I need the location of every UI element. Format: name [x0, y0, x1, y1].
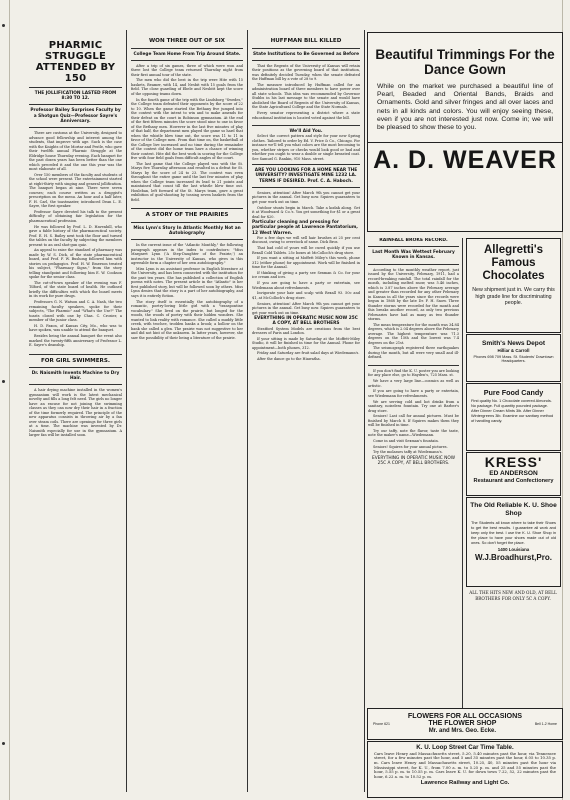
- paragraph: The mean temperature for the month was 34.84 degrees, which is 2.04 degrees above the February average. The highest temperature was 71.3 degrees on the 15th and the lowest was 7.4 degrees on the 21st.: [368, 322, 459, 345]
- headline: HUFFMAN BILL KILLED: [270, 38, 342, 44]
- ad-title: EVERYTHING IN OPERATIC MUSIC NOW 25C A COPY, AT BELL BROTHERS: [254, 316, 358, 327]
- ad-title: We'll Aid You.: [289, 129, 323, 135]
- candy-body: First quality No. 1 Chocolate covered Almonds. No package. Full quantity pounded package. After Dinner Cream Mints 3lb. After Dinner Wintergreens 3lb. Examine our sanitary method of handling candy.: [471, 398, 554, 423]
- ad-title: Particular cleaning and pressing for particular people at Lawrence Pantatorium, 12 West Warren.: [252, 220, 358, 236]
- allegretti-name: Allegretti's Famous Chocolates: [482, 244, 545, 282]
- flowers-shop: THE FLOWER SHOP: [428, 720, 497, 727]
- headline: PHARMIC STRUGGLE ATTENDED BY 150: [35, 40, 116, 84]
- paragraph: In the fourth game of the trip with the Lindsborg "Swedes," the College team defeated their opponents by the score of 22 to 10. When the game started the Bethany five jumped into the contest with the intent to win and to make amends for their defeat on the court in Robinson gymnasium. At the end of the first fifteen minutes the score stood nine to one in favor of the Bethany men. However in the last five minutes of play of that half, the department men played the game so hard that when the whistle blew time out, the score was 11 to 11 in favor of the College men. From that time on, the basketball of the College live increased and no time during the remainder of the contest did the home team have a chance of winning their contest. Hite did the best work in scoring for the College five with four field goals from difficult angles of the court.: [131, 97, 243, 161]
- subhead: THE JOLLIFICATION LASTED FROM 8:30 TO 12.: [34, 91, 117, 102]
- article-rainfall: [368, 238, 459, 706]
- paragraph: A hair drying machine installed in the women's gymnasium will work is the latest mechanical novelty and fills a long felt need. The girls no longer have an excuse for not joining the swimming classes as they can now dry their hair in a fraction of the time formerly required. The principle of the new apparatus consists in throwing air by a fan over steam coils. There are openings for three girls at a time. The machine was invented by Dr. Naismith especially for use in the gymnasium. A larger fan will be installed soon.: [29, 388, 122, 438]
- ad-body: Try our taffy, note the flavor, taste the taste, note the maker's name—Wiedemann.: [368, 428, 459, 438]
- street-car-ad: [367, 741, 563, 798]
- shoe-shop-ad: [466, 497, 561, 587]
- paragraph: The measure introduced by Huffman called for an administration board of three members to have power over all state schools. This idea was recommended by Governor Stubbs in his last message to the senate and would have abolished the Board of Regents of the University of Kansas, the State Agricultural College and the State Normals.: [252, 82, 360, 110]
- column-rule: [126, 30, 127, 792]
- headline: FOR GIRL SWIMMERS.: [40, 357, 111, 364]
- kress-owner: ED ANDERSON: [489, 470, 538, 477]
- paragraph: Over 150 members of the faculty and students of the school were present. The entertainment started at eight-thirty with singing and general jollification. The banquet began at nine. There were seven courses; each course written as a druggist's prescription on the menu. An hour and a half later, F. H. Carl, the toastmaster, introduced Dean L. E. Sayre, the first speaker.: [29, 172, 122, 209]
- deck: Last Month Was Wettest February Known in Kansas.: [372, 250, 455, 261]
- paragraph: Every senator representing a district where a state educational institution is located voted against the bill.: [252, 111, 360, 120]
- weaver-name: A. D. WEAVER: [373, 146, 557, 175]
- carline-body: Cars leave Henry and Massachusetts street, 5.20, 5.40 minutes past the hour, via Tennessee street, for a few minutes past the hour, and 5 and 35 minutes past the hour, 6.05 to 10.35 p. m. Cars leave Henry and Massachusetts street, 10.25, 40, 55 minutes past the hour via Mississippi street, for K. U., from 7.00 a. m. to 5.25 p. m. and 25 and 55 minutes past the hour, 5.55 p. m. to 10.55 p. m. Cars leave K. U. for down town 7.22, 52, 22 minutes past the hour, 6.22 a. m. to 10.52 p. m.: [374, 750, 556, 780]
- paragraph: According to the monthly weather report, just issued by the University, February, 1911, had a record-breaking rainfall. The total rainfall for the month, including melted snow, was 5.46 inches, which is 3.87 inches above the February average and greater than recorded for any other February in Kansas in all the years since the records were begun in 1868 by the late Dr. F. H. Snow. Three thunder storms were recorded for the month and this breaks another record, as only two previous Februaries have had as many as two thunder storms.: [368, 267, 459, 322]
- article-huffman-bill: [252, 28, 360, 794]
- binding-hole: [2, 742, 5, 745]
- ad-body: If your sitting is made by Saturday at the Moffett-Miley Studio, it will be finished in time for the Annual. Phone for appointment—both phones, 312.: [252, 336, 360, 350]
- carline-owner: Lawrence Railway and Light Co.: [420, 779, 510, 786]
- ad-body: For a few days we will sell hair brushes at 25 per cent discount, owing to overstock of same. Dick Bros.: [252, 235, 360, 245]
- paragraph: An appeal to raise the standard of pharmacy was made by W. S. Dick, of the state pharmaceutical board, and Prof. F. W. Bushong followed him with stories on pedagogics. Prof. H. W. Emerson treated his subject, "Pharmacy Signs," from the story telling standpoint and following him E. W. Cookson spoke for the senior class.: [29, 248, 122, 280]
- column-rule: [247, 30, 248, 792]
- ad-body: Try the molasses taffy at Wiedemann's.: [373, 450, 443, 455]
- ad-body: We have a very large line—cosmics as well as artistic.: [368, 379, 459, 388]
- ad-body: Invigorate your hair and scalp with Rexall 93. 50c and $1, at McColloch's drug store.: [252, 291, 360, 300]
- smith-detail: Phones 698 709 Mass. St. Students' Downtown Headquarters.: [473, 354, 554, 364]
- binding-hole: [2, 380, 5, 383]
- ad-body: That bad cold of yours will be cured quickly if you use Rexall Cold Tablets. 25c boxes at McColloch's drug store.: [252, 246, 360, 255]
- shoe-owner: W.J.Broadhurst,Pro.: [475, 553, 552, 562]
- paragraph: Professor Sayre devoted his talk to the present difficulty of obtaining fair legislation for the pharmaceutical profession.: [29, 209, 122, 223]
- paragraph: The seismograph registered three earthquakes during the month, but all were very small and ill-defined.: [368, 346, 459, 360]
- music-ad: EVERYTHING IN OPERATIC MUSIC NOW 25C A COPY, AT BELL BROTHERS.: [371, 456, 455, 467]
- allegretti-body: New shipment just in. We carry this high grade line for discriminating people.: [472, 287, 555, 306]
- ad-body: Select the correct pattern and style for your new Spring clothes. Tailored to order by Ed. V. Price & Co., Chicago. For instance we'll tell you what colors are the most becoming to you, whether stripes or checks would look good or bad and whether you ought to wear a double or single breasted coat. See Samuel G. Rankin, 910 Mass. street.: [252, 134, 360, 161]
- ad-body: Outdoor stunts begin in March. Take a kodak along. Get it at Woodward & Co.'s. You get something for $1 or a great deal for $20.: [252, 205, 360, 219]
- weaver-headline: Beautiful Trimmings For the Dance Gown: [375, 47, 555, 77]
- weaver-ad: [367, 32, 563, 232]
- headline: RAINFALL BROKE RECORD.: [379, 238, 448, 243]
- deck: State Institutions to Be Governed as Before: [252, 51, 359, 57]
- ad-body: If you don't find the K. U. poster you are looking for any place else, go to Hayden's, 725 Mass. st.: [368, 368, 459, 378]
- paragraph: Besides being the annual banquet the event also marked the twenty-fifth anniversary of Professor L. E. Sayre's deanship.: [29, 334, 122, 348]
- paragraph: He was followed by Prof. L. D. Havenhill, who gave a fable history of the pharmaceutical society. Prof. E. H. S. Bailey next took the floor and turned the tables on the faculty by subjecting the members present to an oral shot-gun quiz.: [29, 224, 122, 247]
- candy-ad: [466, 383, 561, 451]
- binding-hole: [2, 24, 5, 27]
- smith-name: Smith's News Depot: [481, 340, 546, 347]
- weaver-body: While on the market we purchased a beautiful line of Pearl, Beaded and Oriental Bands, Braids and Ornaments. Gold and silver fringes and all over laces and nets in all kinds and colors. You will enjoy seeing these, even if you are not interested just now. Come in; we will be pleased to show these to you.: [377, 83, 553, 132]
- candy-headline: Pure Food Candy: [483, 388, 544, 397]
- ad-body: Seniors, attention! After March 9th you cannot get your pictures in the annual. Get busy now. Squires guarantees to get your work out on time.: [252, 301, 360, 315]
- flowers-owner: Mr. and Mrs. Geo. Ecke.: [428, 728, 497, 734]
- page-left-edge: [9, 0, 10, 800]
- paragraph: In the current issue of the "Atlantic Monthly," the following paragraph appears in the index to contributors: "Miss Margaret Lynn ('A Step-Daughter of the Prairie,') an instructor in the University of Kansas, who gives in this agreeable form a chapter of her own autobiography.": [131, 243, 243, 266]
- paragraph: The men who did the best in the trip were Hite with 15 baskets, Beamer, with 14, and Nesbit with 15 goals from the field. The close guarding of Ebele and Nesbitt kept the score of the opposing teams down.: [131, 78, 243, 96]
- kress-name: KRESS': [484, 454, 543, 470]
- paragraph: After a trip of six games, three of which were won and three lost the College team returned Thursday night from their first annual tour of the state.: [131, 63, 243, 77]
- headline: WON THREE OUT OF SIX: [149, 38, 225, 44]
- ad-body: Friday and Saturday are fruit salad days at Wiedemann's.: [257, 351, 360, 356]
- shoe-address: 1400 Louisiana: [497, 547, 530, 552]
- carline-headline: K. U. Loop Street Car Time Table.: [416, 744, 514, 751]
- paragraph: The cut-of-town speaker of the evening was F. Tilford, of the state board of health. He outlined briefly the difficulties with which the board meets in its work for pure drugs.: [29, 280, 122, 299]
- deck: College Team Home From Trip Around State.: [133, 51, 241, 57]
- deck: Professor Bailey Surprises Faculty by a Shotgun Quiz—Professor Sayre's Anniversary.: [30, 108, 121, 124]
- flowers-headline: FLOWERS FOR ALL OCCASIONS: [407, 711, 523, 720]
- paragraph: The last game that the College played was with the St. Marys five Thursday afternoon and resulted in a defeat for St. Marys by the score of 24 to 23. The contest was even throughout the entire game until the last few minutes of play when the College team increased its lead to 21 points and maintained that count till the last whistle blew time out. Houleban, left forward of the St. Marys team, gave a great exhibition of goal-shooting by tossing seven baskets from the field.: [131, 161, 243, 202]
- smith-owner: Hilliar & Carroll: [497, 348, 530, 353]
- flowers-phone-right: Bell 1-2 Home: [534, 722, 557, 726]
- shoe-headline: The Old Reliable K. U. Shoe Shop: [470, 502, 557, 517]
- ad-body: Stratford System Models are creations from the best dressers of Paris and London.: [252, 326, 360, 336]
- article-won-three: [131, 28, 243, 794]
- paragraph: That the Regents of the University of Kansas will retain their positions as the governing board of that institution, was definitely decided Tuesday, when the senate defeated the Huffman bill by a vote of 28 to 9.: [252, 63, 360, 82]
- flowers-phone-left: Phone 621: [373, 722, 390, 726]
- article-pharmic-struggle: [29, 28, 122, 794]
- shoe-body: The Students all know where to take their Shoes to get the best results. I guarantee all work and keep only the best. I use the K. U. Shoe Shop in the place to have your shoes made out of old ones. So don't forget the place.: [471, 520, 556, 545]
- flowers-ad: [367, 708, 563, 740]
- bell-brothers-ad: ALL THE HITS NEW AND OLD, AT BELL BROTHERS FOR ONLY 5C A COPY.: [469, 590, 557, 601]
- allegretti-ad: [466, 238, 561, 333]
- ad-title: ARE YOU LOOKING FOR A HOME NEAR THE UNIVERSITY? INVESTIGATE MINE 1232 LA. TERMS IF DESIRED. Prof. C. A. Haboch.: [254, 168, 358, 184]
- deck: Miss Lynn's Story In Atlantic Monthly Not an Autobiography: [133, 225, 241, 236]
- paragraph: Miss Lynn is an assistant professor in English literature at the University, and has been connected with the institution for the past ten years. She has published a collection of English poems with notes. The present article in the "Atlantic" is her first published story, but will be followed soon by others. Miss Lynn denies that the story is a part of her autobiography, and says it is entirely fiction.: [131, 266, 243, 298]
- paragraph: There are customs at the University, designed to advance good fellowship and interest among the students, that improve with age. Such is the case with the Knights of the Mortar and Pestle, who gave their twelfth annual Pharmic Struggle at the Eldridge house Thursday evening. Each banquet for the past dozen years has been better than the one which preceded it and the one this year was the most elaborate of all.: [29, 131, 122, 172]
- kress-tagline: Restaurant and Confectionery: [473, 478, 554, 484]
- column-rule: [462, 238, 463, 708]
- paragraph: The story itself is essentially the autobiography of a romantic, poetry-loving little girl with a "transpontine vocabulary." She lived on the prairie, but longed for the woods, the woods of poetry with their hidden wonders. She wanted to link reality with romance. She called a muddy little creek, with trochee, trodden banks a brook; a hollow on the bank she called a glen. The prairie was not suggestive to her and did not hint of the unknown. In latter years, however, she saw the possibility of their being a literature of the prairie.: [131, 299, 243, 340]
- ad-body: If you want a sitting at Moffett Miley's this week, phone 312 (either phone) for appointment. Work will be finished in time for the Annual.: [252, 256, 360, 270]
- ad-body: Seniors! Squires for your annual pictures.: [373, 444, 448, 449]
- column-rule: [364, 30, 365, 792]
- ad-body: If thinking of giving a party see Sexman & Co. for your ice cream and ices.: [252, 270, 360, 280]
- ad-body: After the dance go to the Hiawatha.: [257, 357, 321, 362]
- smith-ad: [466, 334, 561, 382]
- ad-body: Seniors! Last call for annual pictures. Must be finished by March 8. If Squires makes them they will be finished in time.: [368, 414, 459, 428]
- ad-body: Seniors, attention! After March 9th you cannot get your pictures in the annual. Get busy now. Squires guarantees to get your work out on time.: [252, 190, 360, 204]
- ad-body: If you are going to have a party or entertain, see Wiedemann for refreshments.: [368, 389, 459, 398]
- ad-body: Come in and visit Sexman's fountain.: [373, 439, 439, 444]
- paragraph: Professors G. N. Watson and C. A. Nash, the two remaining faculty speakers, spoke for their subjects, "The Pharmic" and "What's the Use?" The toasts closed with one by Chas. C. Crosier, a member of the junior class.: [29, 300, 122, 323]
- ad-body: We are serving cold and hot drinks from a sanitary, noiseless fountain. Try one at Barber's drug store.: [368, 399, 459, 413]
- kress-ad: [466, 452, 561, 496]
- paragraph: H. D. Faxon, of Kansas City, Mo., who was to have spoken, was unable to attend the banquet.: [29, 323, 122, 333]
- headline: A STORY OF THE PRAIRIES: [145, 212, 229, 219]
- ad-body: If you are going to have a party or entertain, see Wiedemann about refreshments.: [252, 281, 360, 290]
- deck: Dr. Naismith Invents Machine to Dry Hair.: [31, 371, 120, 382]
